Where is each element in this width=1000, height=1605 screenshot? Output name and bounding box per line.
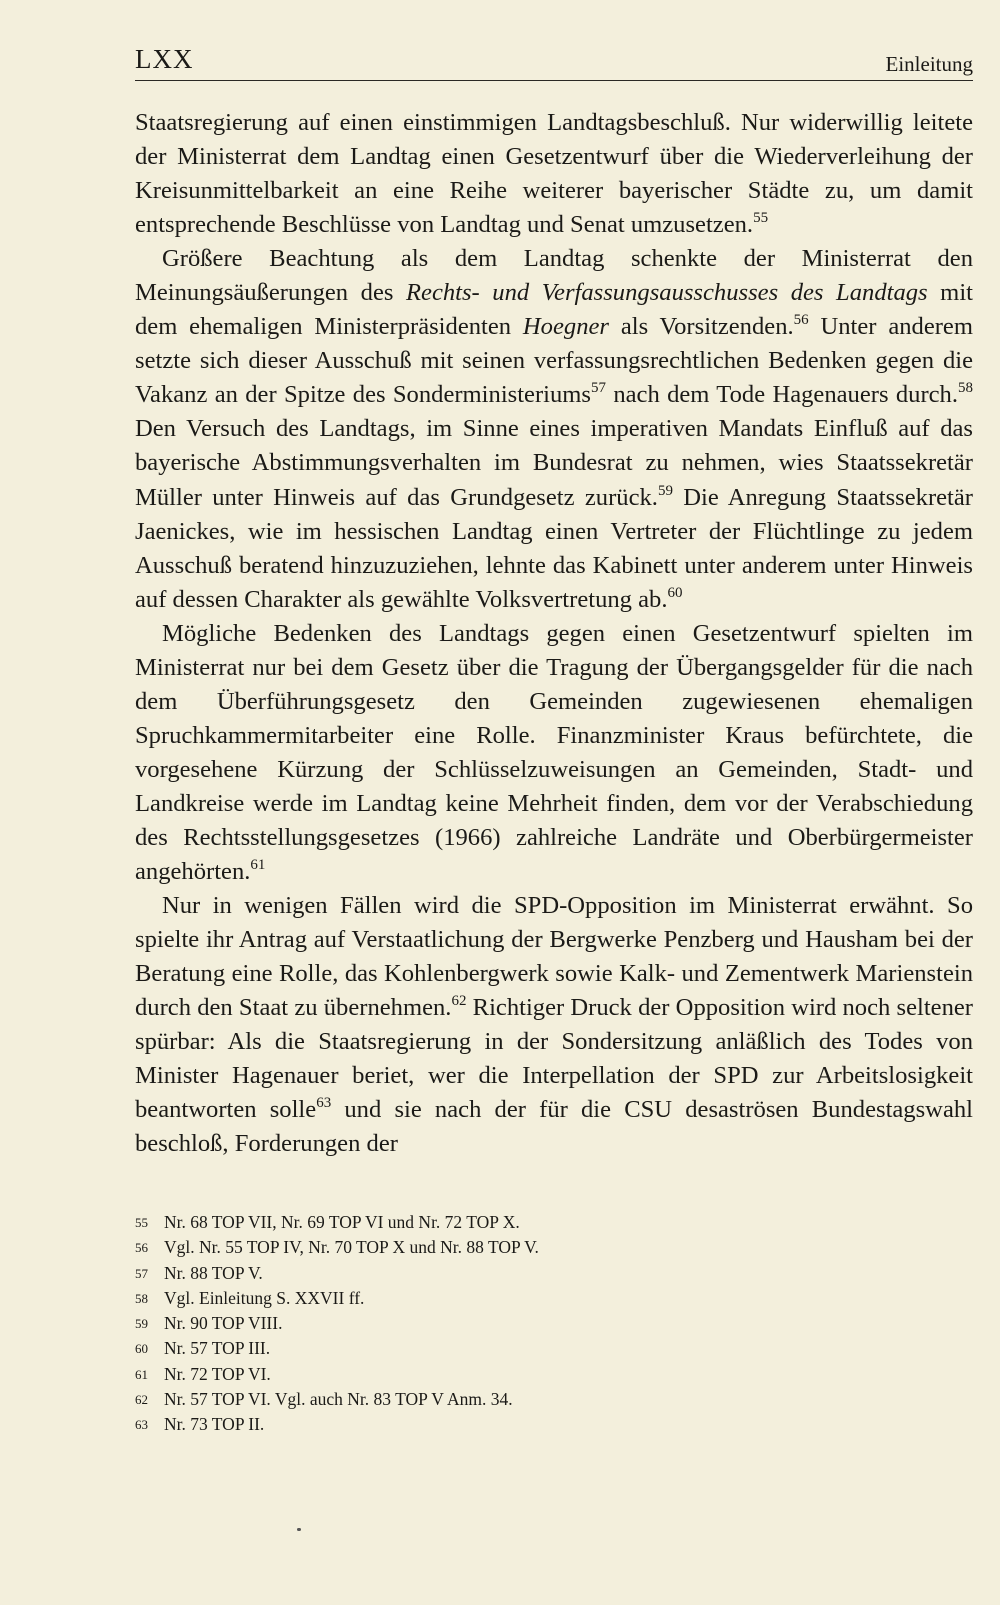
footnote [135, 1210, 973, 1235]
paragraph-text: als Vorsitzenden. [608, 313, 794, 341]
paragraph-text: Die Anregung Staatssekretär Jaenickes, wie im hessischen Landtag einen Vertreter der Flüchtlinge zu jedem Ausschuß beratend hinzuzuziehen, lehnte das Kabinett unter anderem unter Hinweis auf dessen Charakter als gewählte Volksvertretung ab. [135, 483, 973, 613]
italic-text: Hoegner [522, 313, 609, 341]
footnote-number: 55 [135, 1215, 148, 1230]
paragraph-text: Größere Beachtung als dem Landtag schenkte der Ministerrat den Meinungsäußerungen des [135, 245, 973, 307]
paragraph [135, 242, 973, 617]
footnote-text: Vgl. Nr. 55 TOP IV, Nr. 70 TOP X und Nr. 88 TOP V. [164, 1237, 539, 1258]
paragraph-text: Richtiger Druck der Opposition wird noch seltener spürbar: Als die Staatsregierung in der Sondersitzung anläßlich des Todes von Minister Hagenauer beriet, wer die Interpellation der SPD zur Arbeitslosigkeit beantworten solle [135, 994, 973, 1124]
footnote [135, 1362, 973, 1387]
footnote-text: Nr. 57 TOP VI. Vgl. auch Nr. 83 TOP V Anm. 34. [164, 1389, 513, 1410]
paragraph-text: Staatsregierung auf einen einstimmigen Landtagsbeschluß. Nur widerwillig leitete der Ministerrat dem Landtag einen Gesetzentwurf über die Wiederverleihung der Kreisunmittelbarkeit an eine Reihe weiterer bayerischer Städte zu, um damit entsprechende Beschlüsse von Landtag und Senat umzusetzen. [135, 109, 973, 239]
footnote [135, 1412, 973, 1437]
footnote-number: 57 [135, 1265, 148, 1281]
footnote-text: Nr. 73 TOP II. [164, 1414, 265, 1435]
paragraph-text: Nur in wenigen Fällen wird die SPD-Opposition im Ministerrat erwähnt. So spielte ihr Antrag auf Verstaatlichung der Bergwerke Penzberg und Hausham bei der Beratung eine Rolle, das Kohlenbergwerk sowie Kalk- und Zementwerk Marienstein durch den Staat zu übernehmen. [135, 892, 973, 1022]
footnote-ref: 59 [657, 482, 673, 499]
section-title: Einleitung [885, 52, 973, 76]
footnote [135, 1336, 973, 1361]
page-number: LXX [135, 44, 194, 74]
footnote-ref: 56 [793, 312, 809, 329]
footnote-text: Nr. 68 TOP VII, Nr. 69 TOP VI und Nr. 72 TOP X. [164, 1212, 520, 1232]
footnote [135, 1286, 973, 1311]
paragraph-text: Mögliche Bedenken des Landtags gegen einen Gesetzentwurf spielten im Ministerrat nur bei dem Gesetz über die Tragung der Übergangsgelder für die nach dem Überführungsgesetz den Gemeinden zugewiesenen ehemaligen Spruchkammermitarbeiter eine Rolle. Finanzminister Kraus befürchtete, die vorgesehene Kürzung der Schlüsselzuweisungen an Gemeinden, Stadt- und Landkreise werde im Landtag keine Mehrheit finden, dem vor der Verabschiedung des Rechtsstellungsgesetzes (1966) zahlreiche Landräte und Oberbürgermeister angehörten. [135, 619, 973, 886]
footnote-number: 60 [135, 1341, 148, 1357]
footnote [135, 1311, 973, 1336]
footnote-ref: 63 [316, 1095, 332, 1112]
paragraph-text: nach dem Tode Hagenauers durch. [606, 381, 958, 409]
footnotes [135, 1210, 973, 1438]
footnote-text: Nr. 90 TOP VIII. [164, 1313, 283, 1334]
footnote-text: Nr. 57 TOP III. [164, 1338, 271, 1359]
paper-speck [297, 1528, 301, 1531]
footnote-number: 62 [135, 1392, 148, 1408]
footnote-number: 63 [135, 1417, 148, 1433]
running-head [135, 44, 973, 81]
italic-text: Rechts- und Verfassungsausschusses des Landtags [406, 279, 928, 307]
footnote-number: 61 [135, 1366, 148, 1382]
paragraph [135, 106, 973, 242]
footnote-number: 56 [135, 1240, 148, 1256]
footnote [135, 1235, 973, 1260]
paragraph-text: mit dem ehemaligen Ministerpräsidenten [135, 279, 973, 341]
footnote [135, 1387, 973, 1412]
footnote-ref: 61 [250, 857, 266, 874]
footnote-number: 59 [135, 1316, 148, 1332]
footnote-text: Nr. 88 TOP V. [164, 1262, 263, 1283]
footnote-number: 58 [135, 1290, 148, 1306]
footnote-ref: 57 [591, 380, 606, 397]
footnote-ref: 55 [753, 210, 769, 227]
body-text [135, 106, 973, 1161]
paragraph-text: Den Versuch des Landtags, im Sinne eines imperativen Mandats Einfluß auf das bayerische Abstimmungsverhalten im Bundesrat zu nehmen, wies Staatssekretär Müller unter Hinweis auf das Grundgesetz zurück. [135, 415, 973, 511]
paragraph-text: und sie nach der für die CSU desaströsen Bundestagswahl beschloß, Forderungen der [135, 1096, 973, 1158]
paragraph-text: Unter anderem setzte sich dieser Ausschuß mit seinen verfassungsrechtlichen Bedenken gegen die Vakanz an der Spitze des Sonderministeriums [135, 313, 973, 409]
footnote-ref: 58 [958, 380, 973, 397]
footnote-text: Nr. 72 TOP VI. [164, 1363, 271, 1384]
footnote-ref: 62 [451, 993, 467, 1010]
footnote-ref: 60 [667, 584, 683, 601]
footnote [135, 1261, 973, 1286]
paragraph [135, 617, 973, 889]
paragraph [135, 889, 973, 1161]
footnote-text: Vgl. Einleitung S. XXVII ff. [164, 1287, 365, 1308]
